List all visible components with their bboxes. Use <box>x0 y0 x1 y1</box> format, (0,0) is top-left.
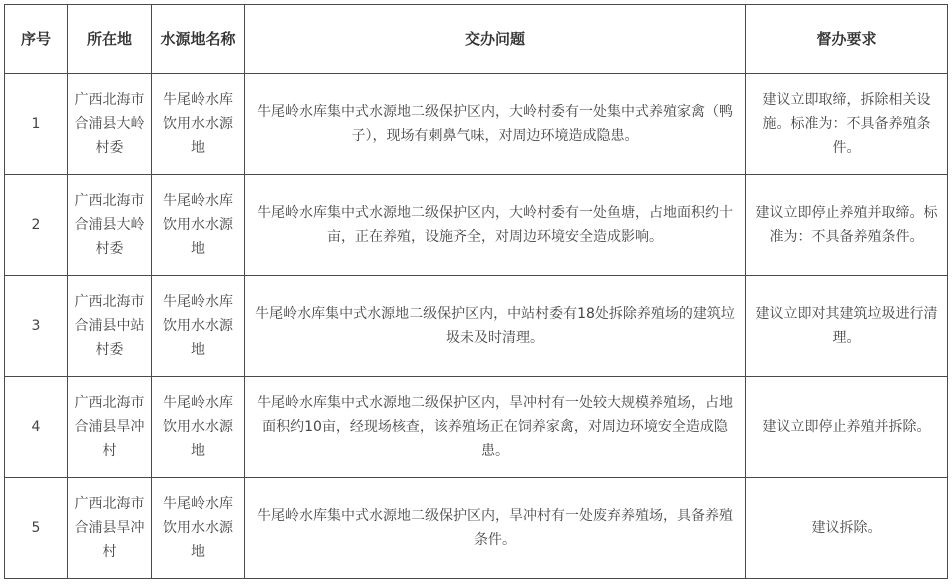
row-issue: 牛尾岭水库集中式水源地二级保护区内，旱冲村有一处废弃养殖场，具备养殖条件。 <box>245 478 746 579</box>
table-row <box>5 377 948 478</box>
row-water-source: 牛尾岭水库饮用水水源地 <box>152 175 245 276</box>
table-row <box>5 74 948 175</box>
row-water-source: 牛尾岭水库饮用水水源地 <box>152 276 245 377</box>
row-water-source: 牛尾岭水库饮用水水源地 <box>152 74 245 175</box>
header-serial-number: 序号 <box>5 5 68 74</box>
table-header <box>5 5 948 74</box>
table-body <box>5 74 948 579</box>
row-serial-number: 1 <box>5 74 68 175</box>
row-location: 广西北海市合浦县大岭村委 <box>68 175 152 276</box>
row-location: 广西北海市合浦县旱冲村 <box>68 377 152 478</box>
row-serial-number: 3 <box>5 276 68 377</box>
table-row <box>5 478 948 579</box>
row-location: 广西北海市合浦县旱冲村 <box>68 478 152 579</box>
row-water-source: 牛尾岭水库饮用水水源地 <box>152 377 245 478</box>
header-row <box>5 5 948 74</box>
inspection-issues-table <box>4 4 948 579</box>
header-water-source-name: 水源地名称 <box>152 5 245 74</box>
row-serial-number: 5 <box>5 478 68 579</box>
row-requirement: 建议立即对其建筑垃圾进行清理。 <box>746 276 948 377</box>
row-serial-number: 2 <box>5 175 68 276</box>
row-issue: 牛尾岭水库集中式水源地二级保护区内，旱冲村有一处较大规模养殖场，占地面积约10亩，经现场核查，该养殖场正在饲养家禽，对周边环境安全造成隐患。 <box>245 377 746 478</box>
row-issue: 牛尾岭水库集中式水源地二级保护区内，中站村委有18处拆除养殖场的建筑垃圾未及时清理。 <box>245 276 746 377</box>
row-issue: 牛尾岭水库集中式水源地二级保护区内，大岭村委有一处集中式养殖家禽（鸭子），现场有刺鼻气味，对周边环境造成隐患。 <box>245 74 746 175</box>
row-requirement: 建议立即取缔，拆除相关设施。标准为：不具备养殖条件。 <box>746 74 948 175</box>
row-water-source: 牛尾岭水库饮用水水源地 <box>152 478 245 579</box>
row-requirement: 建议立即停止养殖并取缔。标准为：不具备养殖条件。 <box>746 175 948 276</box>
header-assigned-issue: 交办问题 <box>245 5 746 74</box>
row-requirement: 建议拆除。 <box>746 478 948 579</box>
table-row <box>5 175 948 276</box>
row-serial-number: 4 <box>5 377 68 478</box>
row-issue: 牛尾岭水库集中式水源地二级保护区内，大岭村委有一处鱼塘，占地面积约十亩，正在养殖，设施齐全，对周边环境安全造成影响。 <box>245 175 746 276</box>
table-row <box>5 276 948 377</box>
header-location: 所在地 <box>68 5 152 74</box>
header-supervision-requirement: 督办要求 <box>746 5 948 74</box>
row-requirement: 建议立即停止养殖并拆除。 <box>746 377 948 478</box>
row-location: 广西北海市合浦县大岭村委 <box>68 74 152 175</box>
row-location: 广西北海市合浦县中站村委 <box>68 276 152 377</box>
